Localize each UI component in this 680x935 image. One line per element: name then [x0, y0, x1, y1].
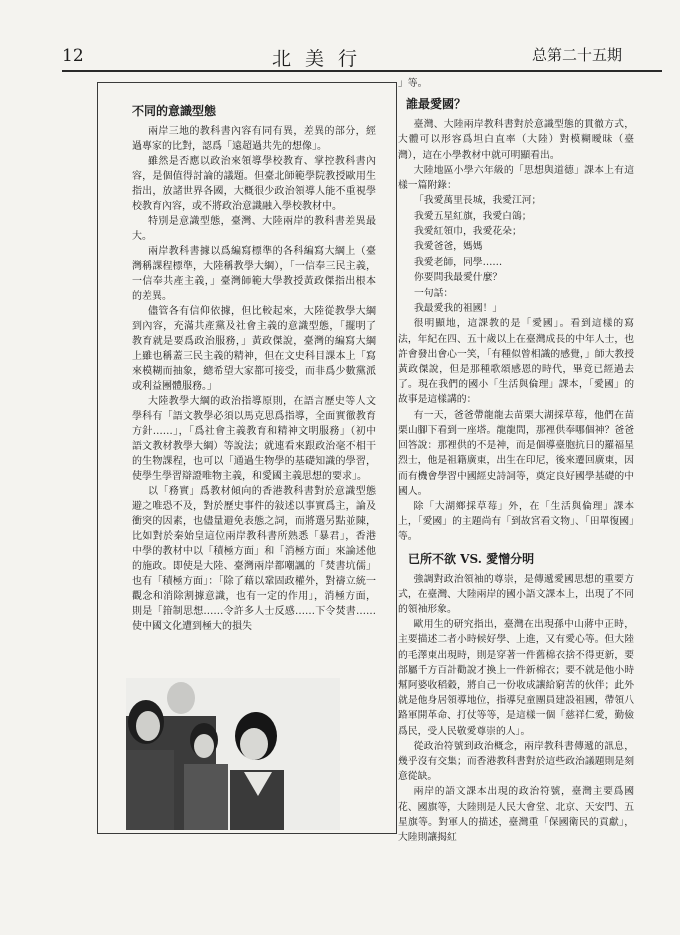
paragraph: 有一天，爸爸帶龍龍去苗栗大湖採草莓，他們在苗栗山腳下看到一座塔。龍龍問，那裡供奉哪個神？爸爸回答說：那裡供的不是神，而是個導臺胞抗日的羅福星烈士，他是祖籍廣東，出生在印尼，後來遷回廣東，因而有機會學習中國經史詩詞等，奠定良好國學基礎的中國人。	[398, 409, 634, 497]
paragraph: 特別是意識型態，臺灣、大陸兩岸的教科書差異最大。	[132, 216, 376, 242]
paragraph: 兩岸教科書據以爲編寫標準的各科編寫大綱上（臺灣稱課程標準，大陸稱教學大綱），「一信奉三民主義，一信奉共產主義，」臺灣師範大學教授黃政傑指出根本的差異。	[132, 246, 376, 302]
paragraph: 歐用生的研究指出，臺灣在出現孫中山蔣中正時，主要描述二者小時候好學、上進，又有愛心等。但大陸的毛澤東出現時，則是穿著一件舊棉衣捨不得更新，要部屬千方百計勸說才換上一件新棉衣；要不就是他小時幫阿婆收稻穀，將自己一份收成讓給窮苦的伙伴；此外就是他身居領導地位，指導兒童團員建設祖國，帶領八路軍開革命、打仗等等，是這樣一個「慈祥仁愛，勤儉爲民，受人民敬愛尊崇的人」。	[398, 619, 634, 737]
issue-number: 总第二十五期	[532, 46, 623, 64]
page-number: 12	[62, 46, 84, 66]
section-heading: 誰最愛國？	[406, 97, 467, 112]
left-column	[132, 104, 376, 634]
poem-line: 我愛五星紅旗，我愛白鴿；	[414, 210, 532, 222]
poem-line: 我愛爸爸，媽媽	[414, 241, 483, 253]
right-column	[398, 76, 634, 845]
poem-line: 我愛紅領巾，我愛花朵；	[414, 226, 522, 238]
children-photo	[126, 678, 340, 830]
poem-line: 「我愛萬里長城，我愛江河；	[414, 195, 542, 207]
section-heading: 不同的意識型態	[132, 104, 217, 118]
paragraph: 雖然是否應以政治來領導學校教育、掌控教科書內容，是個值得討論的議題。但臺北師範學院教授歐用生指出，放諸世界各國，大概很少政治領導人能不重視學校教育內容，或不將政治意識融入學校教材中。	[132, 156, 376, 212]
paragraph: 大陸地區小學六年級的「思想與道德」課本上有這樣一篇附錄：	[398, 164, 634, 192]
magazine-title: 北美行	[272, 48, 372, 70]
paragraph: 強調對政治領袖的尊崇，是傳遞愛國思想的重要方式，在臺灣、大陸兩岸的國小語文課本上，出現了不同的領袖形象。	[398, 573, 634, 615]
paragraph: 除「大湖鄉採草莓」外，在「生活與倫理」課本上，「愛國」的主題尚有「到故宮看文物」、「田單復國」等。	[398, 500, 634, 543]
continued-text: 」等。	[398, 78, 428, 89]
paragraph: 很明顯地，這課教的是「愛國」。看到這樣的寫法，年紀在四、五十歲以上在臺灣成長的中年人士，也許會發出會心一笑，「有種似曾相識的感覺，」師大教授黃政傑說，但是那種歌頌感恩的時代，畢竟已經過去了。現在我們的國小「生活與倫理」課本，「愛國」的故事是這樣講的：	[398, 318, 634, 406]
paragraph: 大陸教學大綱的政治指導原則，在語言歷史等人文學科有「語文教學必須以馬克思爲指導，全面實徹教育方針……」，「爲社會主義教育和精神文明服務」（初中語文教材教學大綱）等說法；就連看來跟政治毫不相干的生物課程，也可以「通過生物學的基礎知識的學習，使學生學習辯證唯物主義，和愛國主義思想的要求」。	[132, 396, 376, 482]
paragraph: 儘管各有信仰依據，但比較起來，大陸從教學大綱到內容，充滿共產黨及社會主義的意識型態，「擺明了教育就是要爲政治服務，」黃政傑說，臺灣的編寫大綱上雖也稱蓋三民主義的精神，但在文史科目課本上「寫來模糊而抽象，總希望大家都可接受，而非爲少數黨派或利益團體服務。」	[132, 306, 376, 392]
poem-line: 我最愛我的祖國！」	[414, 303, 503, 315]
paragraph: 兩岸的語文課本出現的政治符號，臺灣主要爲國花、國旗等，大陸則是人民大會堂、北京、天安門、五星旗等。對軍人的描述，臺灣重「保國衛民的貢獻」，大陸則讓揭紅	[398, 786, 634, 843]
paragraph: 從政治符號到政治概念，兩岸教科書傳遞的訊息，幾乎沒有交集；而香港教科書對於這些政治議題則是刻意從缺。	[398, 740, 634, 783]
poem-line: 一句話：	[414, 287, 454, 299]
poem-line: 你要問我最愛什麼？	[414, 272, 503, 284]
poem	[398, 193, 634, 316]
paragraph: 以「務實」爲教材傾向的香港教科書對於意識型態避之唯恐不及，對於歷史事件的敍述以事實爲主，論及衝突的因素，也儘量避免表態之詞，而將選另點並陳，比如對於秦始皇這位兩岸教科書所熟悉「暴君」，香港中學的教材中以「積極方面」和「消極方面」來論述他的施政。即使是大陸、臺灣兩岸都嘲諷的「焚書坑儒」也有「積極方面」：「除了藉以鞏固政權外，對禱立統一觀念和消除割據意識，也有一定的作用」，消極方面，則是「箝制思想……令許多人士反感……下令焚書……使中國文化遭到極大的損失	[132, 486, 376, 632]
paragraph: 臺灣、大陸兩岸教科書對於意識型態的貫徹方式，大體可以形容爲坦白直率（大陸）對模糊曖昧（臺灣），這在小學教材中就可明顯看出。	[398, 119, 634, 161]
section-heading: 已所不欲 VS. 愛憎分明	[408, 551, 535, 566]
paragraph: 兩岸三地的教科書內容有同有異，差異的部分，經過專家的比對，認爲「遠超過共先的想像」。	[132, 126, 376, 152]
header-rule	[62, 70, 662, 72]
poem-line: 我愛老師，同學……	[414, 256, 503, 268]
